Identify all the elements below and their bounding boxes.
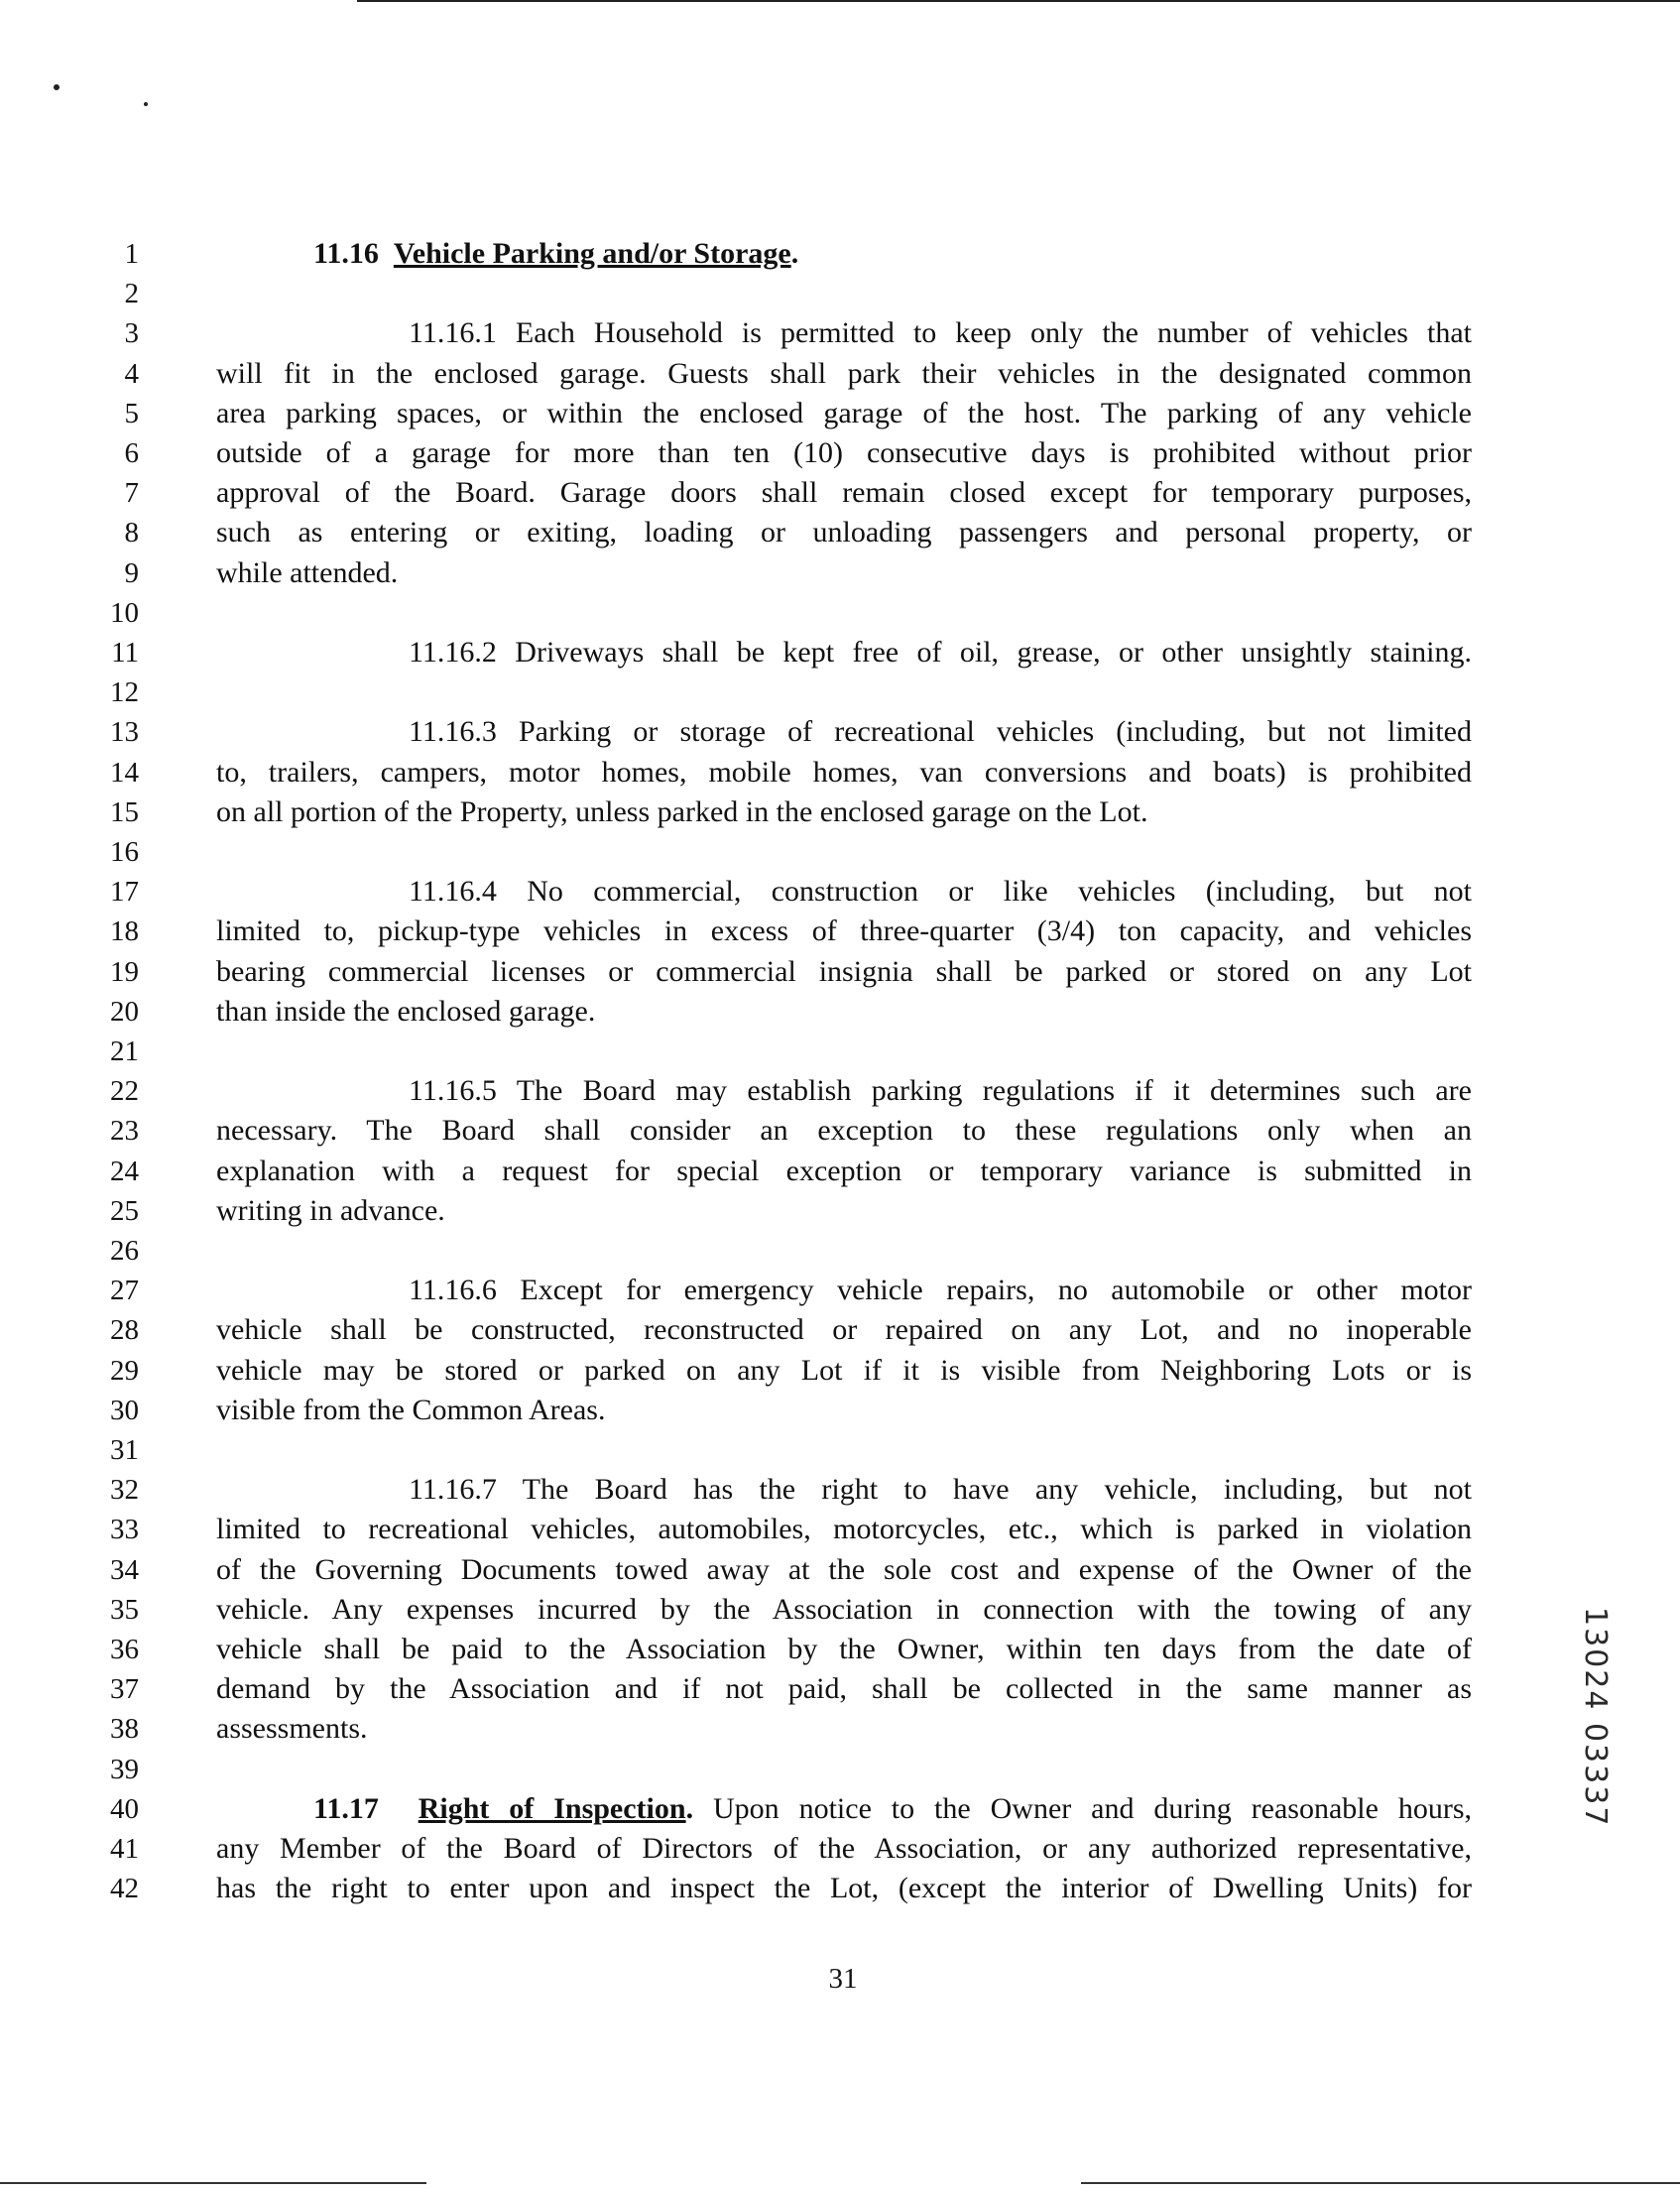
paragraph-line: limited to recreational vehicles, automobiles, motorcycles, etc., which is parked in violation bbox=[216, 1513, 1472, 1545]
line-number: 27 bbox=[110, 1275, 139, 1306]
line-number: 9 bbox=[124, 557, 139, 589]
line-number: 7 bbox=[124, 477, 139, 509]
paragraph-line: explanation with a request for special exception or temporary variance is submitted in bbox=[216, 1155, 1472, 1187]
paragraph-line: vehicle. Any expenses incurred by the Association in connection with the towing of any bbox=[216, 1593, 1472, 1626]
line-number: 36 bbox=[110, 1634, 139, 1665]
page-number: 31 bbox=[828, 1963, 858, 1995]
recording-stamp: 13024 03337 bbox=[1578, 1607, 1613, 1828]
line-number: 38 bbox=[110, 1713, 139, 1745]
paragraph-line: any Member of the Board of Directors of the Association, or any authorized representative, bbox=[216, 1832, 1472, 1865]
line-number: 25 bbox=[110, 1195, 139, 1227]
line-number: 1 bbox=[124, 238, 139, 270]
paragraph-line: approval of the Board. Garage doors shall remain closed except for temporary purposes, bbox=[216, 476, 1472, 509]
paragraph-first-line: 11.16.5 The Board may establish parking regulations if it determines such are bbox=[409, 1074, 1472, 1107]
paragraph-line: vehicle shall be constructed, reconstructed or repaired on any Lot, and no inoperable bbox=[216, 1313, 1472, 1346]
paragraph-line: bearing commercial licenses or commercial insignia shall be parked or stored on any Lot bbox=[216, 955, 1472, 988]
line-number: 31 bbox=[110, 1434, 139, 1466]
line-number: 28 bbox=[110, 1314, 139, 1346]
section-title: Vehicle Parking and/or Storage bbox=[393, 237, 791, 270]
paragraph-line: outside of a garage for more than ten (10) consecutive days is prohibited without prior bbox=[216, 436, 1472, 469]
paragraph-line: has the right to enter upon and inspect the Lot, (except the interior of Dwelling Units) for bbox=[216, 1872, 1472, 1904]
paragraph-line: vehicle may be stored or parked on any Lot if it is visible from Neighboring Lots or is bbox=[216, 1354, 1472, 1387]
paragraph-first-line: 11.16.3 Parking or storage of recreational vehicles (including, but not limited bbox=[409, 715, 1472, 748]
line-number: 35 bbox=[110, 1594, 139, 1626]
line-number: 16 bbox=[110, 836, 139, 868]
line-number: 4 bbox=[124, 358, 139, 390]
section-number: 11.16 bbox=[313, 237, 379, 270]
scan-speck bbox=[54, 84, 60, 90]
line-number: 32 bbox=[110, 1474, 139, 1506]
section-number: 11.17 bbox=[313, 1792, 379, 1825]
section-title: Right of Inspection bbox=[418, 1792, 686, 1825]
line-number: 17 bbox=[110, 876, 139, 908]
line-number: 22 bbox=[110, 1075, 139, 1107]
paragraph-line: writing in advance. bbox=[216, 1194, 445, 1227]
line-number: 42 bbox=[110, 1873, 139, 1904]
line-number: 20 bbox=[110, 996, 139, 1028]
line-number: 12 bbox=[110, 676, 139, 708]
paragraph-line: area parking spaces, or within the enclosed garage of the host. The parking of any vehicle bbox=[216, 397, 1472, 429]
scan-border-bottom-right bbox=[1081, 2182, 1680, 2184]
section-title-period: . bbox=[790, 237, 799, 270]
line-number: 39 bbox=[110, 1754, 139, 1785]
paragraph-first-line: 11.16.2 Driveways shall be kept free of oil, grease, or other unsightly staining. bbox=[409, 636, 1472, 669]
section-heading-11-17 bbox=[313, 1789, 1472, 1829]
line-number: 3 bbox=[124, 317, 139, 349]
paragraph-first-line: 11.16.4 No commercial, construction or like vehicles (including, but not bbox=[409, 875, 1472, 908]
line-number: 19 bbox=[110, 956, 139, 988]
paragraph-line: such as entering or exiting, loading or unloading passengers and personal property, or bbox=[216, 516, 1472, 548]
line-number: 26 bbox=[110, 1235, 139, 1267]
paragraph-line: assessments. bbox=[216, 1712, 368, 1745]
line-number: 40 bbox=[110, 1793, 139, 1825]
paragraph-first-line: 11.16.1 Each Household is permitted to keep only the number of vehicles that bbox=[409, 316, 1472, 349]
line-number: 41 bbox=[110, 1833, 139, 1865]
paragraph-line: will fit in the enclosed garage. Guests shall park their vehicles in the designated common bbox=[216, 357, 1472, 390]
paragraph-line: of the Governing Documents towed away at the sole cost and expense of the Owner of the bbox=[216, 1553, 1472, 1586]
line-number: 15 bbox=[110, 796, 139, 828]
paragraph-line: visible from the Common Areas. bbox=[216, 1394, 606, 1426]
line-number: 24 bbox=[110, 1156, 139, 1187]
paragraph-line: demand by the Association and if not paid, shall be collected in the same manner as bbox=[216, 1672, 1472, 1705]
line-number: 14 bbox=[110, 757, 139, 789]
section-heading-11-16 bbox=[313, 234, 798, 274]
paragraph-line: vehicle shall be paid to the Association by the Owner, within ten days from the date of bbox=[216, 1633, 1472, 1665]
paragraph-line: necessary. The Board shall consider an exception to these regulations only when an bbox=[216, 1114, 1472, 1147]
line-number: 10 bbox=[110, 597, 139, 629]
scan-border-top bbox=[357, 0, 1680, 2]
line-number: 2 bbox=[124, 278, 139, 309]
line-number: 30 bbox=[110, 1395, 139, 1426]
line-number: 18 bbox=[110, 915, 139, 947]
paragraph-line: while attended. bbox=[216, 556, 399, 589]
paragraph-first-line: 11.16.7 The Board has the right to have any vehicle, including, but not bbox=[409, 1473, 1472, 1506]
line-number: 33 bbox=[110, 1514, 139, 1545]
line-number: 11 bbox=[111, 637, 139, 669]
scan-speck bbox=[144, 102, 148, 106]
line-number: 21 bbox=[110, 1035, 139, 1067]
line-number: 37 bbox=[110, 1673, 139, 1705]
paragraph-line: than inside the enclosed garage. bbox=[216, 995, 596, 1028]
paragraph-line: limited to, pickup-type vehicles in excess of three-quarter (3/4) ton capacity, and vehicles bbox=[216, 914, 1472, 947]
scan-border-bottom-left bbox=[0, 2182, 426, 2184]
line-number: 29 bbox=[110, 1355, 139, 1387]
line-number: 8 bbox=[124, 517, 139, 548]
line-number: 34 bbox=[110, 1554, 139, 1586]
paragraph-line: on all portion of the Property, unless parked in the enclosed garage on the Lot. bbox=[216, 795, 1148, 828]
line-number: 13 bbox=[110, 716, 139, 748]
line-number: 6 bbox=[124, 437, 139, 469]
line-number: 5 bbox=[124, 398, 139, 429]
line-number: 23 bbox=[110, 1115, 139, 1147]
section-text: Upon notice to the Owner and during reasonable hours, bbox=[713, 1792, 1473, 1825]
paragraph-first-line: 11.16.6 Except for emergency vehicle repairs, no automobile or other motor bbox=[409, 1274, 1472, 1306]
section-title-period: . bbox=[685, 1792, 694, 1825]
paragraph-line: to, trailers, campers, motor homes, mobile homes, van conversions and boats) is prohibited bbox=[216, 756, 1472, 789]
